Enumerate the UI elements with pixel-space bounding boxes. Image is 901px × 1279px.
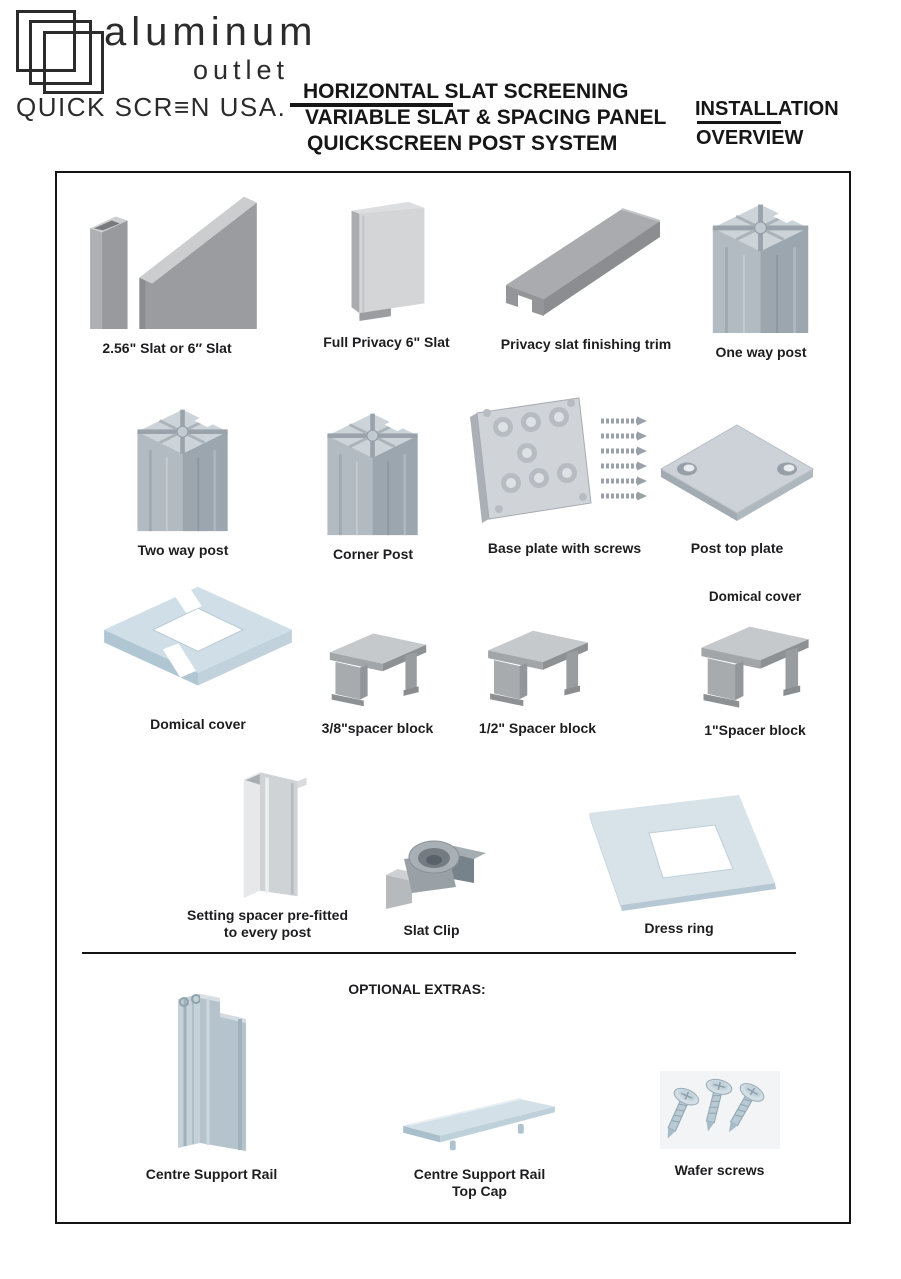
spacer-block-12-image [480,621,596,711]
part-label: 2.56" Slat or 6″ Slat [102,340,232,356]
part-label: Slat Clip [403,922,460,938]
part-label: Privacy slat finishing trim [500,336,672,352]
title-line-1 [303,80,629,104]
part-centre-support-rail [99,965,324,1183]
part-domical-cover [89,571,307,733]
section-divider [82,952,796,954]
side-title-underline [697,121,781,124]
logo-square-icon [43,31,104,94]
part-label: Centre Support Rail [145,1166,278,1182]
two-way-post-image [130,393,236,533]
part-full-privacy-slat [299,183,474,351]
part-slat-pair [67,179,267,357]
part-label: Corner Post [332,546,414,562]
part-centre-support-rail-top-cap [372,1058,587,1200]
part-post-top-plate [642,381,832,557]
part-label: One way post [715,344,807,360]
spacer-block-38-image [322,624,434,711]
logo-title: aluminum [104,10,318,54]
base-plate-image [467,391,662,531]
logo-subtitle: outlet [192,55,289,85]
side-title-installation: INSTALLATION [695,98,839,120]
centre-support-rail-image [148,985,276,1157]
part-dress-ring [549,771,809,937]
slat-clip-image [376,829,488,913]
dress-ring-image [563,783,795,911]
part-wafer-screws [622,1051,817,1179]
post-top-plate-image [655,419,820,531]
part-label: 3/8"spacer block [321,720,434,736]
part-slat-clip [359,791,504,939]
domical-cover-image [98,575,298,707]
setting-spacer-image [215,765,320,898]
part-label: Top Cap [452,1183,507,1199]
part-label: 1/2" Spacer block [478,720,597,736]
title-line-2: VARIABLE SLAT & SPACING PANEL [305,106,667,129]
side-title-overview: OVERVIEW [696,127,804,149]
part-label: Base plate with screws [487,540,642,556]
part-base-plate [462,367,667,557]
spacer-block-1-image [693,616,817,713]
part-label: 1"Spacer block [704,722,806,738]
optional-extras-heading: OPTIONAL EXTRAS: [348,981,486,997]
part-label: Post top plate [690,540,784,556]
part-label: Two way post [137,542,229,558]
title-line-1-emphasis: HORIZONTAL [303,80,439,103]
part-spacer-block-1 [669,571,841,739]
finishing-trim-image [494,187,679,327]
part-label: Centre Support Rail [413,1166,546,1182]
part-one-way-post [685,179,837,361]
parts-grid [55,171,851,1224]
slat-pair-image [75,183,260,331]
full-privacy-slat-image [339,195,434,325]
part-label: Full Privacy 6" Slat [323,334,450,350]
top-cap-image [387,1087,572,1157]
part-spacer-block-12 [455,597,620,737]
one-way-post-image [705,187,817,335]
aluminum-outlet-logo-icon [14,8,114,94]
title-line-1-rest: SLAT SCREENING [438,80,629,103]
corner-post-image [320,397,426,537]
part-spacer-block-38 [300,597,455,737]
brand-line: QUICK SCR≡N USA. [16,92,287,122]
wafer-screws-image [654,1067,786,1153]
part-label: to every post [223,924,312,940]
part-label: Domical cover [150,716,246,732]
part-label: Dress ring [644,920,714,936]
domical-cover-note: Domical cover [708,589,802,604]
part-corner-post [289,391,457,563]
part-label: Wafer screws [674,1162,765,1178]
part-label: Setting spacer pre-fitted [186,907,349,923]
title-line-3: QUICKSCREEN POST SYSTEM [307,132,618,155]
part-finishing-trim [477,181,695,353]
part-two-way-post [99,387,267,559]
